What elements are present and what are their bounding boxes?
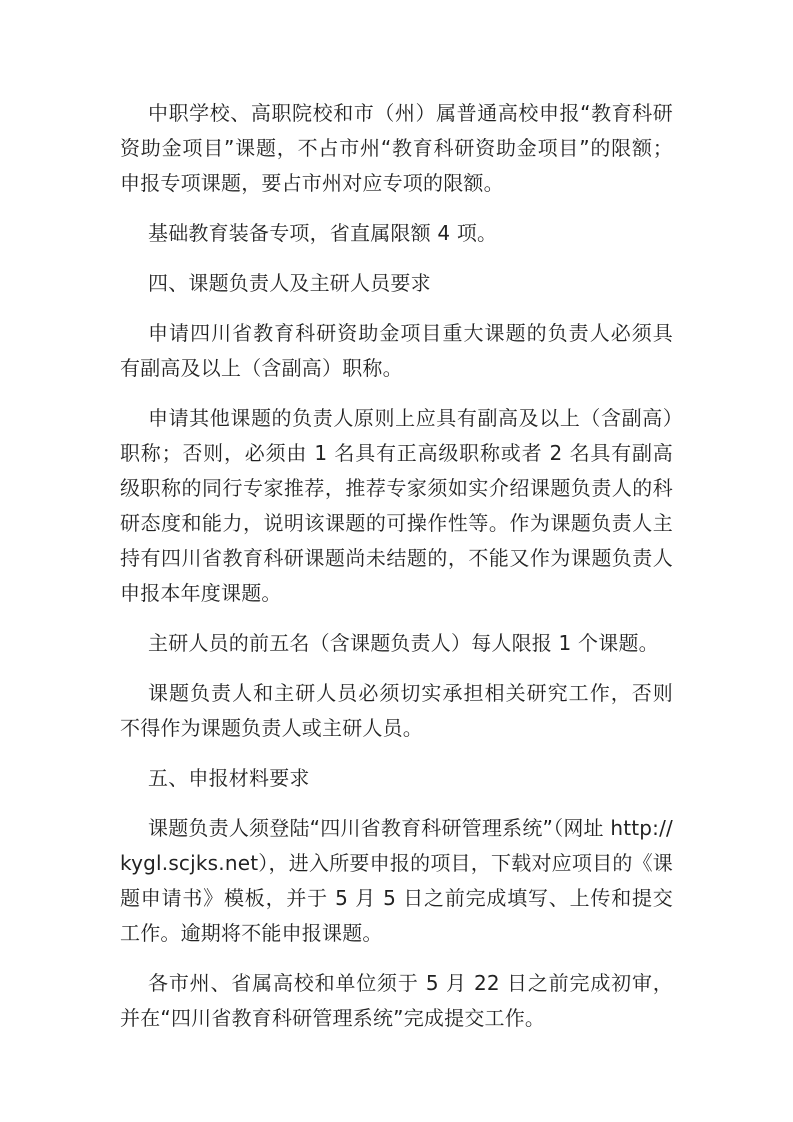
- paragraph-major-project-leader: 申请四川省教育科研资助金项目重大课题的负责人必须具有副高及以上（含副高）职称。: [120, 321, 673, 380]
- paragraph-other-project-leader: 申请其他课题的负责人原则上应具有副高及以上（含副高）职称；否则，必须由 1 名具有正高级职称或者 2 名具有副高级职称的同行专家推荐，推荐专家须如实介绍课题负责人的科研态度和能力，说明该课题的可操作性等。作为课题负责人主持有四川省教育科研课题尚未结题的，不能又作为课题负责人申报本年度课题。: [120, 406, 673, 605]
- paragraph-initial-review: 各市州、省属高校和单位须于 5 月 22 日之前完成初审，并在“四川省教育科研管理系统”完成提交工作。: [120, 971, 673, 1030]
- section-heading-4: 四、课题负责人及主研人员要求: [148, 271, 431, 295]
- paragraph-equipment-quota: 基础教育装备专项，省直属限额 4 项。: [148, 221, 498, 245]
- paragraph-application-submission: 课题负责人须登陆“四川省教育科研管理系统”（网址 http://kygl.scjks.net），进入所要申报的项目，下载对应项目的《课题申请书》模板，并于 5 月 5 日之前完成填写、上传和提交工作。逾期将不能申报课题。: [120, 816, 673, 945]
- paragraph-researcher-limit: 主研人员的前五名（含课题负责人）每人限报 1 个课题。: [148, 631, 659, 655]
- paragraph-quota-note: 中职学校、高职院校和市（州）属普通高校申报“教育科研资助金项目”课题，不占市州“教育科研资助金项目”的限额；申报专项课题，要占市州对应专项的限额。: [120, 101, 673, 195]
- section-heading-5: 五、申报材料要求: [148, 766, 310, 790]
- paragraph-research-responsibility: 课题负责人和主研人员必须切实承担相关研究工作，否则不得作为课题负责人或主研人员。: [120, 681, 673, 740]
